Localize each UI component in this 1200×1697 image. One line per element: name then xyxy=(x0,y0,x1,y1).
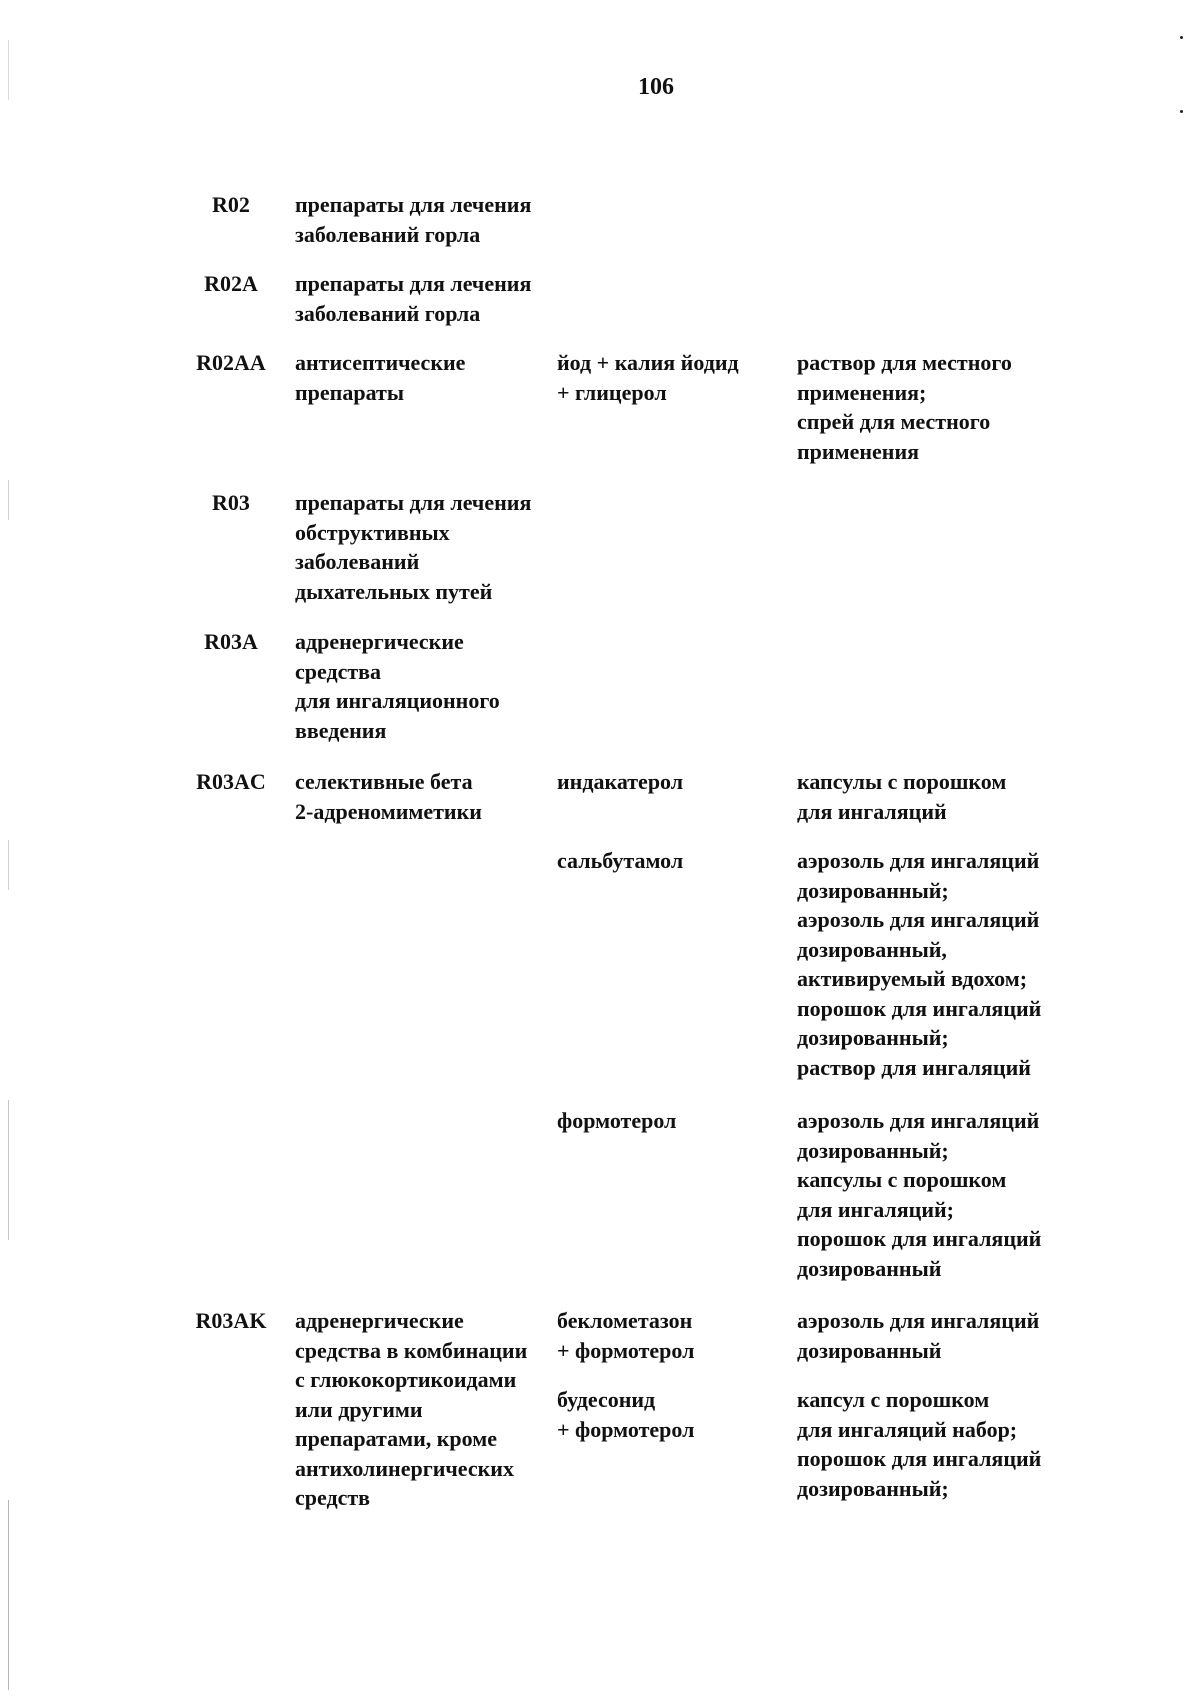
group-name: антисептические препараты xyxy=(295,350,466,405)
group-name: препараты для лечения обструктивных заболеваний дыхательных путей xyxy=(295,490,532,604)
drug-name: будесонид + формотерол xyxy=(557,1387,695,1442)
dosage-forms: капсул с порошком для ингаляций набор; порошок для ингаляций дозированный; xyxy=(797,1387,1042,1501)
atc-code: R03AC xyxy=(196,769,266,794)
group-name: препараты для лечения заболеваний горла xyxy=(295,192,532,247)
group-name: препараты для лечения заболеваний горла xyxy=(295,271,532,326)
atc-code: R02AA xyxy=(196,350,266,375)
group-name: адренергические средства для ингаляционного введения xyxy=(295,629,500,743)
drug-name: формотерол xyxy=(557,1108,677,1133)
scan-edge-artifact xyxy=(8,840,9,890)
scan-edge-artifact xyxy=(8,1500,9,1690)
dosage-forms: капсулы с порошком для ингаляций xyxy=(797,769,1007,824)
drug-name: сальбутамол xyxy=(557,848,684,873)
drug-name: йод + калия йодид + глицерол xyxy=(557,350,739,405)
dosage-forms: раствор для местного применения; спрей для местного применения xyxy=(797,350,1012,464)
page-number: 106 xyxy=(638,74,674,100)
dosage-forms: аэрозоль для ингаляций дозированный; капсулы с порошком для ингаляций; порошок для ингаляций дозированный xyxy=(797,1108,1042,1281)
atc-code: R03A xyxy=(204,629,258,654)
atc-code: R02A xyxy=(204,271,258,296)
scan-edge-artifact xyxy=(8,480,9,520)
scan-edge-artifact xyxy=(8,40,9,100)
atc-code: R03AK xyxy=(195,1308,267,1333)
scan-edge-artifact xyxy=(8,1100,9,1240)
scan-speck xyxy=(1180,110,1183,113)
atc-code: R03 xyxy=(212,490,250,515)
atc-code: R02 xyxy=(212,192,250,217)
group-name: адренергические средства в комбинации с глюкокортикоидами или другими препаратами, кроме антихолинергических средств xyxy=(295,1308,528,1510)
dosage-forms: аэрозоль для ингаляций дозированный xyxy=(797,1308,1040,1363)
drug-name: индакатерол xyxy=(557,769,684,794)
scan-speck xyxy=(1180,36,1183,39)
group-name: селективные бета 2-адреномиметики xyxy=(295,769,482,824)
dosage-forms: аэрозоль для ингаляций дозированный; аэрозоль для ингаляций дозированный, активируемый вдохом; порошок для ингаляций дозированный; раствор для ингаляций xyxy=(797,848,1042,1080)
drug-name: беклометазон + формотерол xyxy=(557,1308,695,1363)
